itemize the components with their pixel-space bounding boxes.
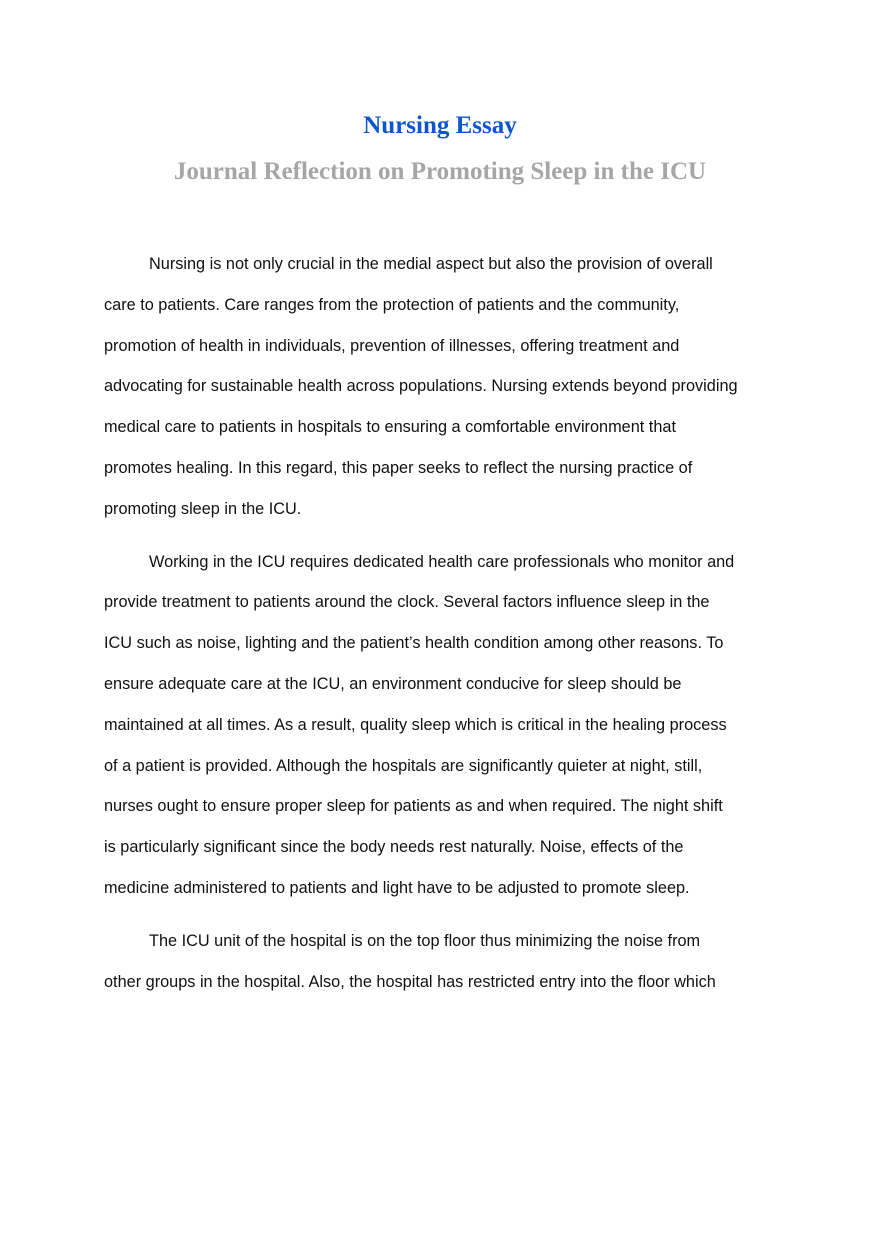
text-line: Working in the ICU requires dedicated health care professionals who monitor and [149, 552, 735, 571]
paragraph [104, 550, 784, 917]
text-line: promotes healing. In this regard, this paper seeks to reflect the nursing practice of [104, 458, 693, 477]
text-line: The ICU unit of the hospital is on the top floor thus minimizing the noise from [149, 931, 701, 950]
text-line: is particularly significant since the body needs rest naturally. Noise, effects of the [104, 838, 684, 857]
text-line: maintained at all times. As a result, quality sleep which is critical in the healing process [104, 715, 727, 734]
text-line: care to patients. Care ranges from the protection of patients and the community, [104, 295, 680, 314]
text-line: of a patient is provided. Although the hospitals are significantly quieter at night, still, [104, 756, 703, 775]
text-line: advocating for sustainable health across populations. Nursing extends beyond providing [104, 377, 738, 396]
text-line: medical care to patients in hospitals to ensuring a comfortable environment that [104, 418, 676, 437]
text-line: ensure adequate care at the ICU, an environment conducive for sleep should be [104, 674, 682, 693]
text-line: provide treatment to patients around the clock. Several factors influence sleep in the [104, 593, 710, 612]
text-line: promoting sleep in the ICU. [104, 499, 302, 518]
text-line: Nursing is not only crucial in the medial aspect but also the provision of overall [149, 255, 713, 273]
paragraph [104, 929, 784, 1011]
document-subtitle: Journal Reflection on Promoting Sleep in the ICU [173, 158, 707, 185]
paragraph [104, 252, 784, 538]
text-line: promotion of health in individuals, prevention of illnesses, offering treatment and [104, 336, 680, 355]
document-body [104, 252, 784, 1022]
text-line: other groups in the hospital. Also, the hospital has restricted entry into the floor which [104, 972, 716, 991]
document-title: Nursing Essay [363, 112, 517, 139]
text-line: nurses ought to ensure proper sleep for patients as and when required. The night shift [104, 797, 723, 816]
text-line: medicine administered to patients and light have to be adjusted to promote sleep. [104, 878, 690, 897]
text-line: ICU such as noise, lighting and the patient’s health condition among other reasons. To [104, 634, 724, 653]
